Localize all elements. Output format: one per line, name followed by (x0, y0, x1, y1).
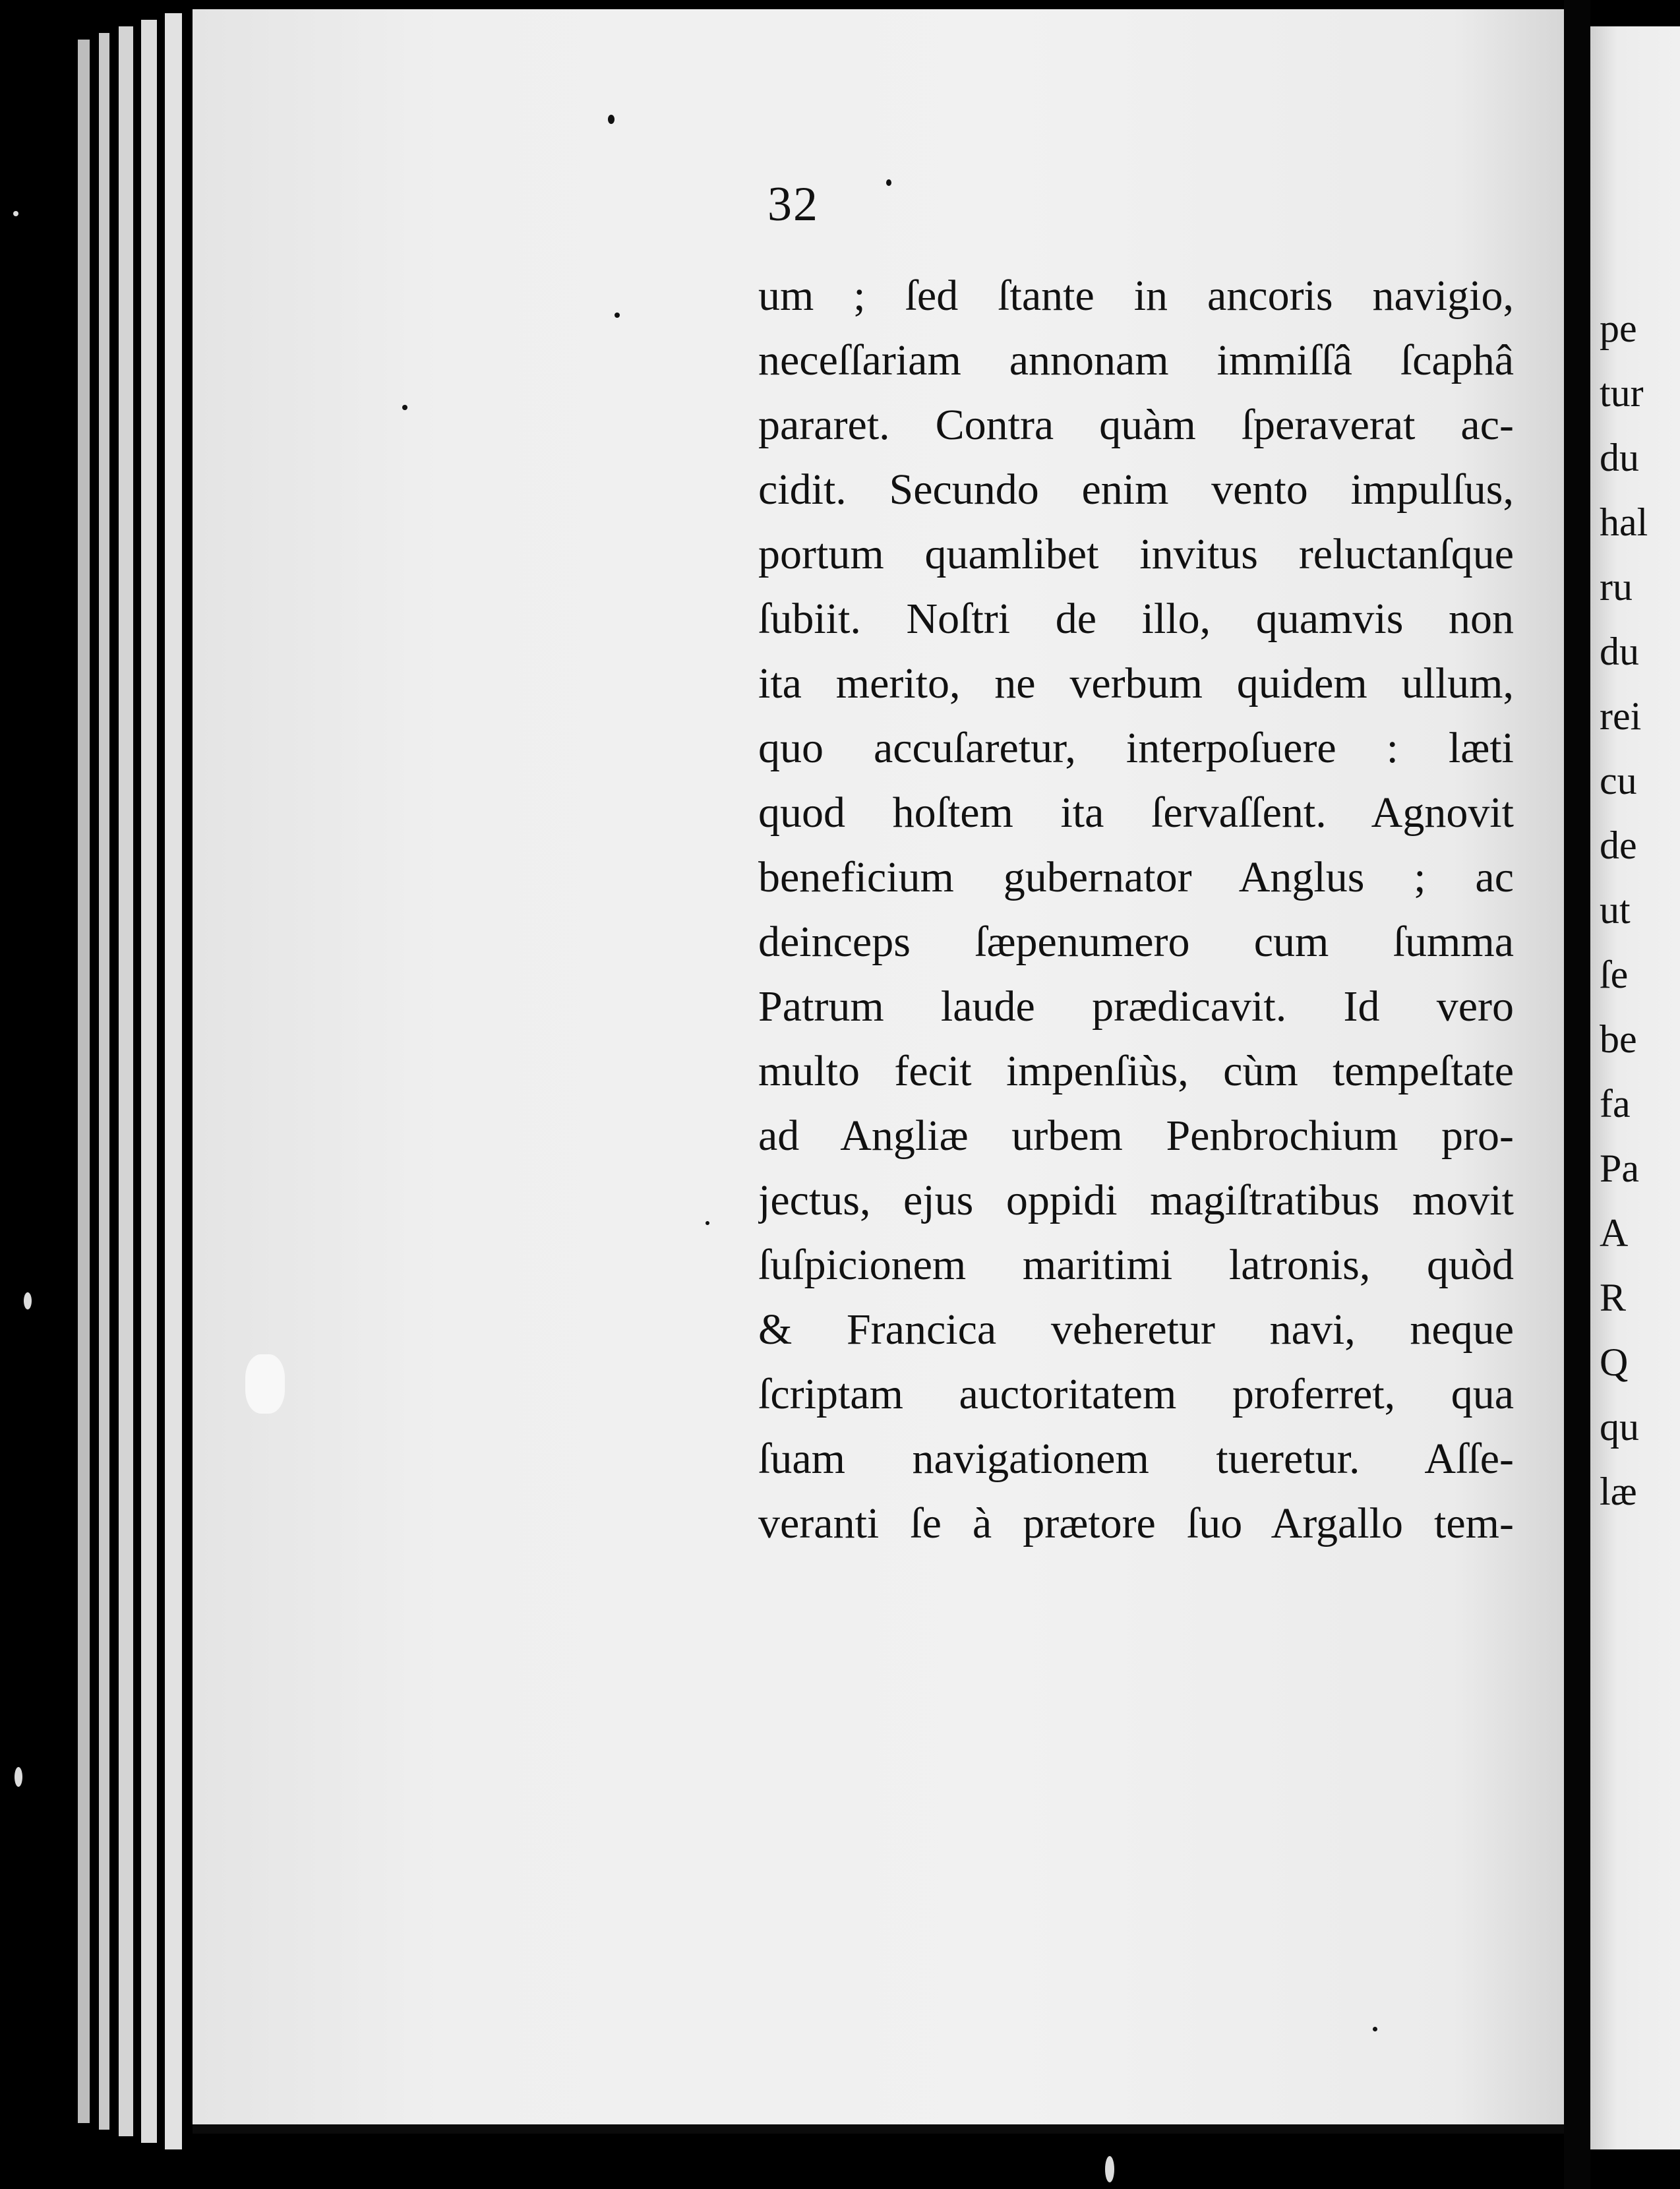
facing-text-fragment: ut (1600, 888, 1631, 932)
scan-speck (24, 1292, 32, 1309)
page-edge (165, 13, 182, 2149)
page-edge (119, 26, 133, 2136)
text-line: jectus, ejus oppidi magiſtratibus movit (758, 1176, 1514, 1224)
text-line: Patrum laude prædicavit. Id vero (758, 982, 1514, 1031)
text-line: veranti ſe à prætore ſuo Argallo tem- (758, 1499, 1514, 1547)
paper-blemish (245, 1354, 285, 1414)
text-line: & Francica veheretur navi, neque (758, 1305, 1514, 1354)
page-edge (141, 20, 157, 2143)
left-page (193, 9, 1564, 2134)
dust-speck (886, 179, 891, 186)
text-line: beneficium gubernator Anglus ; ac (758, 853, 1514, 901)
facing-text-fragment: du (1600, 436, 1639, 479)
text-line: ſuam navigationem tueretur. Aſſe- (758, 1435, 1514, 1483)
facing-text-fragment: ru (1600, 565, 1633, 609)
facing-text-fragment: de (1600, 824, 1637, 867)
scan-speck (13, 211, 18, 216)
text-line: ſcriptam auctoritatem proferret, qua (758, 1370, 1514, 1418)
text-line: cidit. Secundo enim vento impulſus, (758, 465, 1514, 514)
dust-speck (608, 115, 615, 124)
facing-text-fragment: Q (1600, 1340, 1629, 1384)
facing-text-fragment: qu (1600, 1405, 1639, 1449)
text-line: multo fecit impenſiùs, cùm tempeſtate (758, 1047, 1514, 1095)
body-text (758, 264, 1514, 1556)
facing-text-fragment: du (1600, 630, 1639, 673)
text-line: ita merito, ne verbum quidem ullum, (758, 659, 1514, 707)
facing-text-fragment: fa (1600, 1082, 1631, 1125)
facing-text-fragment: læ (1600, 1470, 1637, 1513)
facing-text-fragment: R (1600, 1276, 1627, 1319)
facing-text-fragment: ſe (1600, 953, 1629, 996)
facing-text-fragment: A (1600, 1211, 1629, 1255)
dust-speck (615, 313, 620, 318)
text-line: um ; ſed ſtante in ancoris navigio, (758, 272, 1514, 320)
dust-speck (1373, 2027, 1377, 2031)
page-edge (78, 40, 90, 2123)
facing-page (1590, 26, 1680, 2149)
text-line: quo accuſaretur, interpoſuere : læti (758, 724, 1514, 772)
text-line: ſuſpicionem maritimi latronis, quòd (758, 1241, 1514, 1289)
text-line: portum quamlibet invitus reluctanſque (758, 530, 1514, 578)
scan-speck (15, 1767, 22, 1787)
facing-text-fragment: Pa (1600, 1147, 1639, 1190)
facing-text-fragment: rei (1600, 694, 1642, 738)
text-line: quod hoſtem ita ſervaſſent. Agnovit (758, 789, 1514, 837)
text-line: ad Angliæ urbem Penbrochium pro- (758, 1112, 1514, 1160)
text-line: pararet. Contra quàm ſperaverat ac- (758, 401, 1514, 449)
text-line: deinceps ſæpenumero cum ſumma (758, 918, 1514, 966)
text-line: ſubiit. Noſtri de illo, quamvis non (758, 595, 1514, 643)
facing-text-fragment: hal (1600, 500, 1648, 544)
facing-text-fragment: cu (1600, 759, 1637, 802)
dust-speck (402, 405, 407, 410)
page-edge (99, 33, 109, 2130)
facing-text-fragment: be (1600, 1017, 1637, 1061)
text-line: neceſſariam annonam immiſſâ ſcaphâ (758, 336, 1514, 384)
page-number: 32 (767, 177, 819, 231)
dust-speck (705, 1221, 709, 1225)
facing-text-fragment: tur (1600, 371, 1644, 415)
scan-speck (1105, 2156, 1114, 2182)
book-gutter (1564, 0, 1590, 2189)
facing-text-fragment: pe (1600, 307, 1637, 350)
